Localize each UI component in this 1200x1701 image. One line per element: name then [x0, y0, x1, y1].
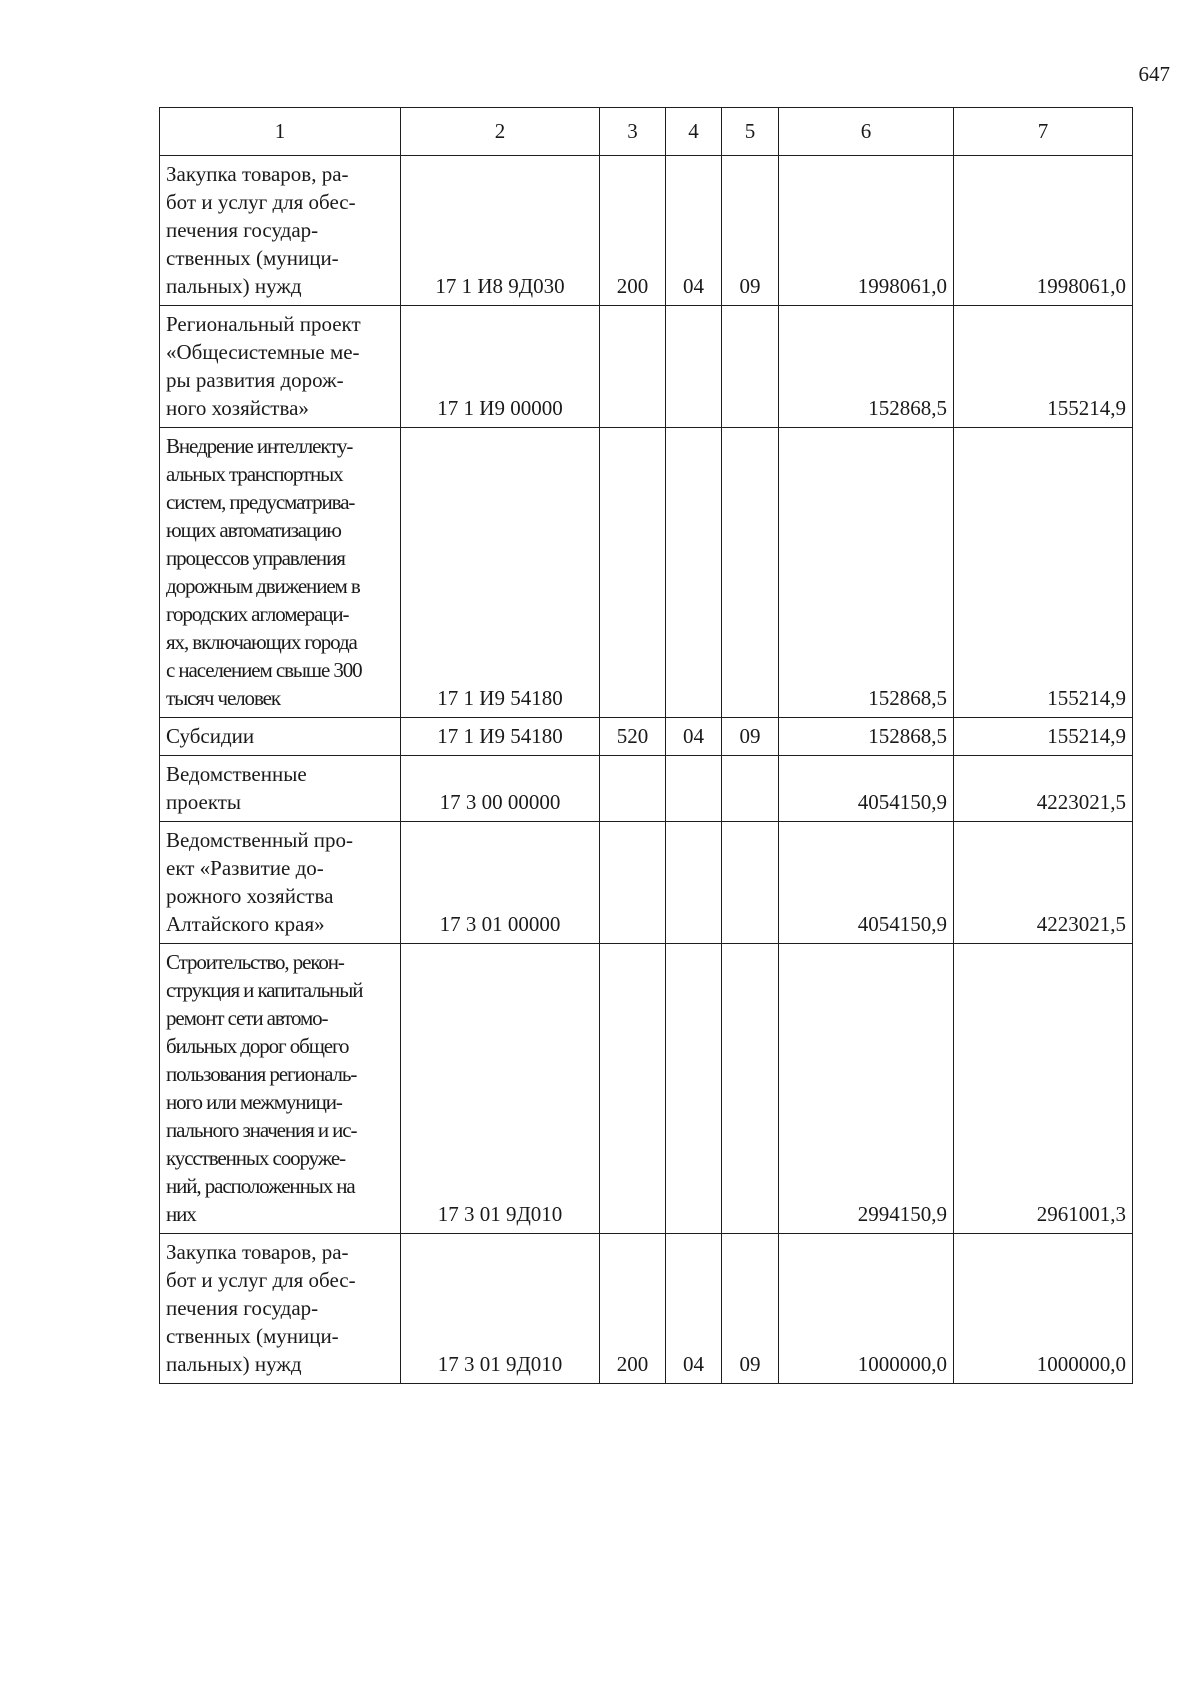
row-name-line: Ведомственный про- [166, 828, 354, 852]
row-name-cell [160, 156, 401, 306]
header-cell: 4 [666, 108, 722, 156]
budget-table [159, 107, 1133, 1384]
row-col4-cell: 04 [666, 718, 722, 756]
row-col3-cell: 200 [600, 156, 666, 306]
row-col7-cell: 4223021,5 [954, 756, 1133, 822]
row-name-line: пального значения и ис- [166, 1118, 357, 1142]
row-name-line: тысяч человек [166, 686, 280, 710]
row-name-line: Закупка товаров, ра- [166, 1240, 349, 1264]
row-col4-cell [666, 822, 722, 944]
header-cell: 3 [600, 108, 666, 156]
row-col5-cell [722, 944, 779, 1234]
row-name-line: струкция и капитальный [166, 978, 363, 1002]
row-col6-cell: 1998061,0 [779, 156, 954, 306]
row-col5-cell [722, 822, 779, 944]
row-col6-cell: 4054150,9 [779, 756, 954, 822]
header-cell: 5 [722, 108, 779, 156]
row-col3-cell: 520 [600, 718, 666, 756]
row-col3-cell [600, 306, 666, 428]
row-col7-cell: 2961001,3 [954, 944, 1133, 1234]
row-col7-cell: 155214,9 [954, 428, 1133, 718]
row-name-line: пользования региональ- [166, 1062, 357, 1086]
table-row [160, 822, 1133, 944]
row-name-line: процессов управления [166, 546, 345, 570]
row-col5-cell [722, 428, 779, 718]
header-cell: 6 [779, 108, 954, 156]
table-row [160, 944, 1133, 1234]
table-row [160, 718, 1133, 756]
row-name-line: дорожным движением в [166, 574, 360, 598]
row-code-cell: 17 1 И9 00000 [401, 306, 600, 428]
row-name-line: бот и услуг для обес- [166, 1268, 356, 1292]
row-col4-cell [666, 306, 722, 428]
header-cell: 2 [401, 108, 600, 156]
table-row [160, 306, 1133, 428]
row-name-line: ект «Развитие до- [166, 856, 324, 880]
row-name-line: ного хозяйства» [166, 396, 309, 420]
row-col6-cell: 4054150,9 [779, 822, 954, 944]
row-name-line: Субсидии [166, 724, 255, 748]
row-name-line: Региональный проект [166, 312, 361, 336]
table-row [160, 156, 1133, 306]
header-cell: 7 [954, 108, 1133, 156]
row-col5-cell [722, 756, 779, 822]
row-name-cell [160, 756, 401, 822]
row-name-line: них [166, 1202, 196, 1226]
row-col4-cell: 04 [666, 156, 722, 306]
row-col5-cell: 09 [722, 718, 779, 756]
row-col6-cell: 152868,5 [779, 718, 954, 756]
row-name-line: ры развития дорож- [166, 368, 344, 392]
row-code-cell: 17 1 И9 54180 [401, 428, 600, 718]
row-col3-cell [600, 428, 666, 718]
row-name-line: ственных (муници- [166, 1324, 339, 1348]
row-name-line: бот и услуг для обес- [166, 190, 356, 214]
row-name-line: ного или межмуници- [166, 1090, 342, 1114]
row-name-line: систем, предусматрива- [166, 490, 355, 514]
row-code-cell: 17 3 01 9Д010 [401, 1234, 600, 1384]
row-col7-cell: 4223021,5 [954, 822, 1133, 944]
row-name-line: Закупка товаров, ра- [166, 162, 349, 186]
row-col6-cell: 152868,5 [779, 306, 954, 428]
row-name-line: пальных) нужд [166, 274, 302, 298]
row-name-line: ственных (муници- [166, 246, 339, 270]
row-name-line: пальных) нужд [166, 1352, 302, 1376]
row-name-line: печения государ- [166, 1296, 319, 1320]
table-body [160, 156, 1133, 1384]
row-col4-cell [666, 944, 722, 1234]
row-code-cell: 17 1 И8 9Д030 [401, 156, 600, 306]
row-name-line: с населением свыше 300 [166, 658, 362, 682]
row-name-line: Строительство, рекон- [166, 950, 344, 974]
row-col4-cell [666, 428, 722, 718]
row-name-line: ях, включающих города [166, 630, 357, 654]
row-name-cell [160, 822, 401, 944]
row-col6-cell: 1000000,0 [779, 1234, 954, 1384]
row-name-line: альных транспортных [166, 462, 343, 486]
table-row [160, 428, 1133, 718]
row-col7-cell: 155214,9 [954, 306, 1133, 428]
row-name-line: Внедрение интеллекту- [166, 434, 353, 458]
row-name-line: бильных дорог общего [166, 1034, 349, 1058]
row-col6-cell: 2994150,9 [779, 944, 954, 1234]
row-col4-cell [666, 756, 722, 822]
row-name-cell [160, 718, 401, 756]
row-name-line: Ведомственные [166, 762, 307, 786]
row-code-cell: 17 3 01 00000 [401, 822, 600, 944]
row-name-line: кусственных сооруже- [166, 1146, 345, 1170]
row-name-line: ющих автоматизацию [166, 518, 341, 542]
row-col4-cell: 04 [666, 1234, 722, 1384]
row-col5-cell: 09 [722, 156, 779, 306]
row-col3-cell [600, 756, 666, 822]
row-col6-cell: 152868,5 [779, 428, 954, 718]
row-name-line: Алтайского края» [166, 912, 325, 936]
row-name-cell [160, 1234, 401, 1384]
row-col5-cell: 09 [722, 1234, 779, 1384]
row-col7-cell: 1000000,0 [954, 1234, 1133, 1384]
row-name-line: печения государ- [166, 218, 319, 242]
row-name-cell [160, 428, 401, 718]
row-name-line: проекты [166, 790, 242, 814]
page-number: 647 [1138, 62, 1170, 86]
row-code-cell: 17 1 И9 54180 [401, 718, 600, 756]
row-name-line: «Общесистемные ме- [166, 340, 360, 364]
row-col3-cell: 200 [600, 1234, 666, 1384]
row-name-line: ремонт сети автомо- [166, 1006, 328, 1030]
row-code-cell: 17 3 01 9Д010 [401, 944, 600, 1234]
row-code-cell: 17 3 00 00000 [401, 756, 600, 822]
row-col3-cell [600, 822, 666, 944]
row-col7-cell: 1998061,0 [954, 156, 1133, 306]
row-col3-cell [600, 944, 666, 1234]
table-row [160, 1234, 1133, 1384]
row-name-cell [160, 306, 401, 428]
row-col7-cell: 155214,9 [954, 718, 1133, 756]
table-row [160, 756, 1133, 822]
row-name-line: городских агломераци- [166, 602, 349, 626]
header-row [160, 108, 1133, 156]
row-name-line: ний, расположенных на [166, 1174, 355, 1198]
row-col5-cell [722, 306, 779, 428]
row-name-cell [160, 944, 401, 1234]
row-name-line: рожного хозяйства [166, 884, 334, 908]
header-cell: 1 [160, 108, 401, 156]
